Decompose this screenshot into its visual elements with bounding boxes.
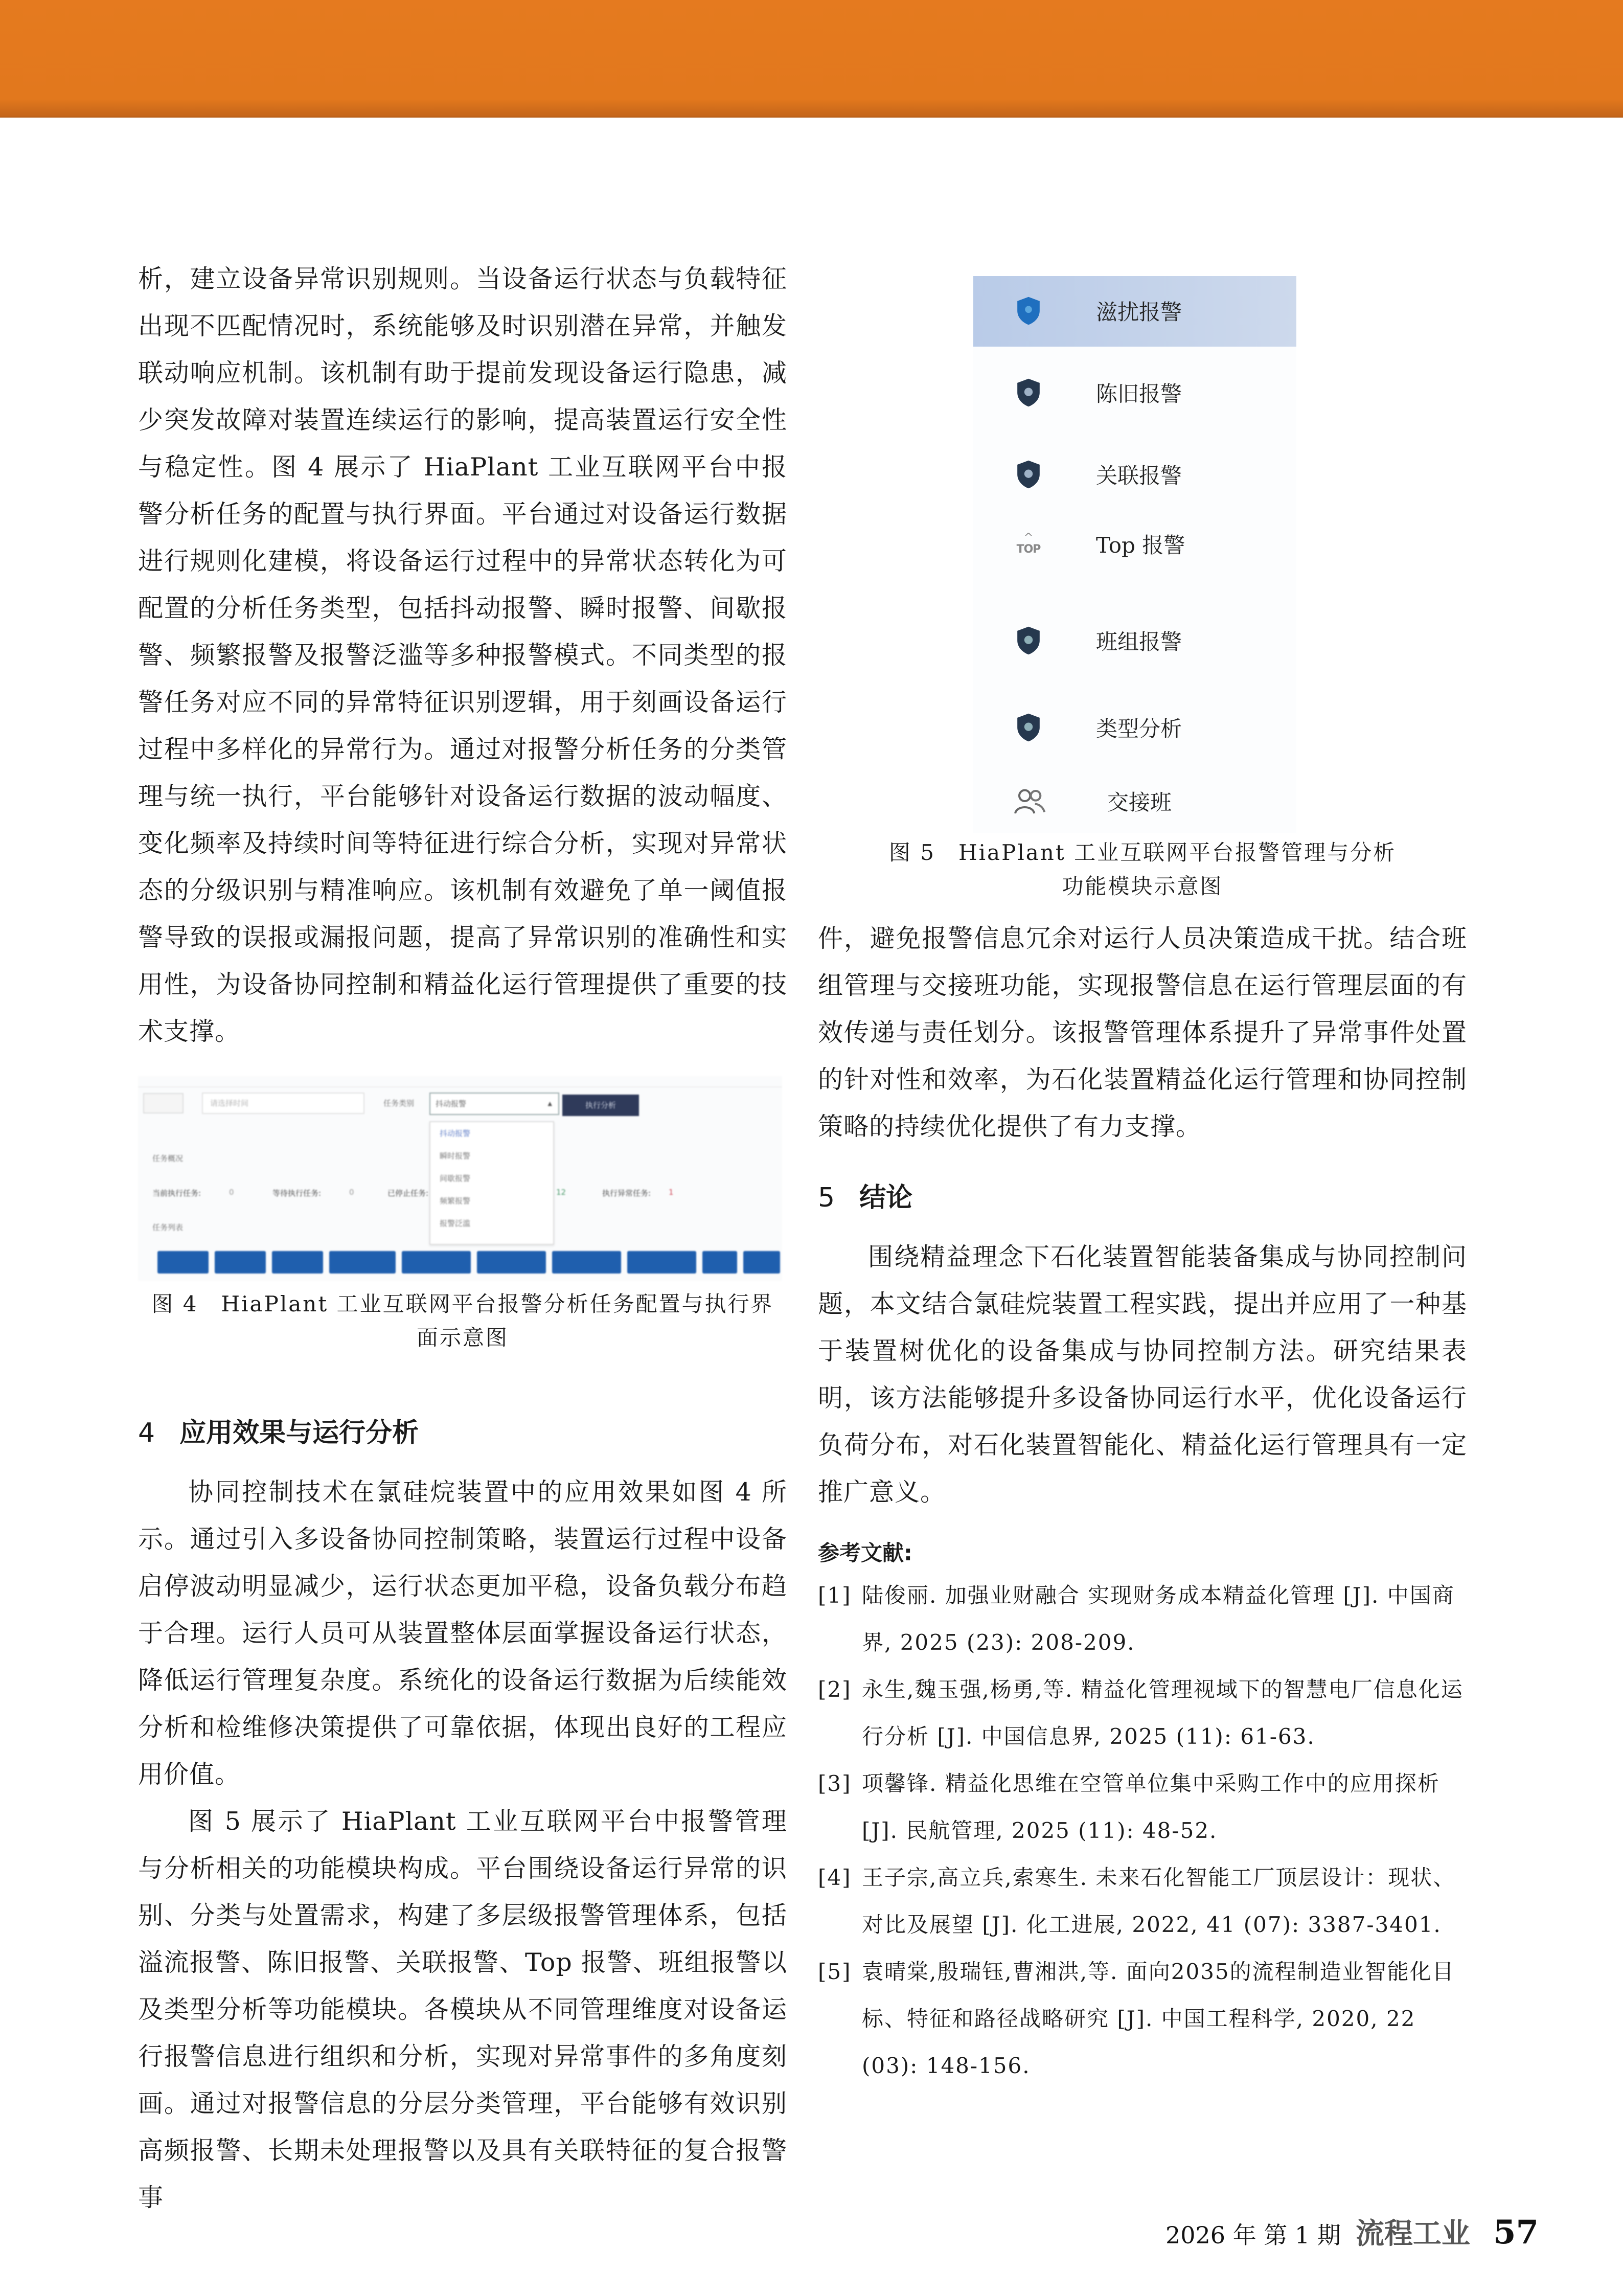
- shield-icon: [1014, 459, 1043, 490]
- reference-item: [3] 项馨锋. 精益化思维在空管单位集中采购工作中的应用探析 [J]. 民航管理, 2025 (11): 48-52.: [818, 1771, 1440, 1843]
- stat-label: 执行异常任务:: [602, 1189, 651, 1198]
- stat-label: 当前执行任务:: [152, 1189, 201, 1198]
- page-footer: [1165, 2211, 1539, 2252]
- left-column: [138, 256, 787, 1055]
- journal-name: 流程工业: [1355, 2217, 1470, 2250]
- caption-line: 面示意图: [416, 1325, 509, 1350]
- body-paragraph: 围绕精益理念下石化装置智能装备集成与协同控制问题，本文结合氯硅烷装置工程实践，提出并应用了一种基于装置树优化的设备集成与协同控制方法。研究结果表明，该方法能够提升多设备协同运行水平，优化设备运行负荷分布，对石化装置智能化、精益化运行管理具有一定推广意义。: [818, 1242, 1467, 1507]
- menu-item-stale-alarm[interactable]: 陈旧报警: [973, 363, 1296, 424]
- caption-line: 图 5 HiaPlant 工业互联网平台报警管理与分析: [888, 840, 1397, 865]
- action-button[interactable]: [552, 1251, 621, 1274]
- stat-value: 0: [349, 1188, 354, 1197]
- stat-label: 等待执行任务:: [272, 1189, 322, 1198]
- pager-control[interactable]: [143, 1093, 184, 1113]
- menu-item-type-analysis[interactable]: 类型分析: [973, 698, 1296, 759]
- menu-item-related-alarm[interactable]: 关联报警: [973, 445, 1296, 506]
- header-band: [0, 0, 1623, 118]
- category-dropdown: [429, 1121, 554, 1245]
- action-button[interactable]: [702, 1251, 737, 1274]
- selected-category: 抖动报警: [436, 1099, 467, 1108]
- section-4: [138, 1411, 787, 2221]
- menu-item-team-alarm[interactable]: 班组报警: [973, 611, 1296, 672]
- menu-item-nuisance-alarm[interactable]: 滋扰报警: [973, 276, 1296, 347]
- body-paragraph: 析，建立设备异常识别规则。当设备运行状态与负载特征出现不匹配情况时，系统能够及时识别潜在异常，并触发联动响应机制。该机制有助于提前发现设备运行隐患，减少突发故障对装置连续运行的影响，提高装置运行安全性与稳定性。图 4 展示了 HiaPlant 工业互联网平台中报警分析任务的配置与执行界面。平台通过对设备运行数据进行规则化建模，将设备运行过程中的异常状态转化为可配置的分析任务类型，包括抖动报警、瞬时报警、间歇报警、频繁报警及报警泛滥等多种报警模式。不同类型的报警任务对应不同的异常特征识别逻辑，用于刻画设备运行过程中多样化的异常行为。通过对报警分析任务的分类管理与统一执行，平台能够针对设备运行数据的波动幅度、变化频率及持续时间等特征进行综合分析，实现对异常状态的分级识别与精准响应。该机制有效避免了单一阈值报警导致的误报或漏报问题，提高了异常识别的准确性和实用性，为设备协同控制和精益化运行管理提供了重要的技术支撑。: [138, 264, 787, 1046]
- figure-5-menu: [973, 276, 1296, 833]
- action-button[interactable]: [743, 1251, 780, 1274]
- reference-item: [5] 袁晴棠,殷瑞钰,曹湘洪,等. 面向2035的流程制造业智能化目标、特征和路径战略研究 [J]. 中国工程科学, 2020, 22 (03): 148-156.: [818, 1959, 1455, 2078]
- caption-line: 图 4 HiaPlant 工业互联网平台报警分析任务配置与执行界: [151, 1291, 774, 1316]
- date-input[interactable]: 请选择时间: [202, 1093, 364, 1114]
- stat-value: 1: [669, 1188, 674, 1197]
- dropdown-option[interactable]: 抖动报警: [440, 1129, 471, 1138]
- dropdown-option[interactable]: 报警泛滥: [440, 1219, 471, 1228]
- dropdown-option[interactable]: 间歇报警: [440, 1174, 471, 1183]
- reference-item: [2] 永生,魏玉强,杨勇,等. 精益化管理视域下的智慧电厂信息化运行分析 [J]. 中国信息界, 2025 (11): 61-63.: [818, 1677, 1464, 1749]
- action-button[interactable]: [215, 1251, 266, 1274]
- category-select[interactable]: [429, 1093, 559, 1115]
- chevron-up-icon: ▲: [547, 1100, 552, 1107]
- references-list: [818, 1572, 1467, 2089]
- run-analysis-button[interactable]: 执行分析: [562, 1095, 639, 1116]
- stat-value: 0: [229, 1188, 234, 1197]
- issue-label: 2026 年 第 1 期: [1165, 2221, 1341, 2249]
- stat-value: 12: [556, 1188, 566, 1197]
- menu-item-top-alarm[interactable]: ^ TOP Top 报警: [973, 521, 1296, 583]
- shield-icon: [1014, 295, 1043, 326]
- references-title: 参考文献:: [818, 1540, 912, 1565]
- overview-title: 任务概况: [152, 1154, 184, 1163]
- shield-icon: [1014, 625, 1043, 656]
- action-button[interactable]: [627, 1251, 696, 1274]
- menu-item-shift-handover[interactable]: 交接班: [973, 775, 1296, 836]
- stat-label: 已停止任务:: [387, 1189, 429, 1198]
- dropdown-option[interactable]: 频繁报警: [440, 1196, 471, 1206]
- list-title: 任务列表: [152, 1223, 184, 1232]
- action-button[interactable]: [157, 1251, 209, 1274]
- action-button[interactable]: [477, 1251, 546, 1274]
- shield-icon: [1014, 377, 1043, 408]
- dropdown-option[interactable]: 瞬时报警: [440, 1151, 471, 1161]
- reference-item: [1] 陆俊丽. 加强业财融合 实现财务成本精益化管理 [J]. 中国商界, 2025 (23): 208-209.: [818, 1583, 1455, 1655]
- body-paragraph: 图 5 展示了 HiaPlant 工业互联网平台中报警管理与分析相关的功能模块构成。平台围绕设备运行异常的识别、分类与处置需求，构建了多层级报警管理体系，包括溢流报警、陈旧报警、关联报警、Top 报警、班组报警以及类型分析等功能模块。各模块从不同管理维度对设备运行报警信息进行组织和分析，实现对异常事件的多角度刻画。通过对报警信息的分层分类管理，平台能够有效识别高频报警、长期未处理报警以及具有关联特征的复合报警事: [138, 1807, 787, 2212]
- caption-line: 功能模块示意图: [1062, 874, 1223, 899]
- shield-icon: [1014, 712, 1043, 743]
- top-icon: ^ TOP: [1016, 531, 1041, 556]
- category-label: 任务类别: [383, 1099, 415, 1108]
- section-heading: 5 结论: [818, 1183, 913, 1213]
- users-icon: [1013, 786, 1046, 816]
- section-heading: 4 应用效果与运行分析: [138, 1418, 419, 1448]
- action-button[interactable]: [329, 1251, 396, 1274]
- reference-item: [4] 王子宗,高立兵,索寒生. 未来石化智能工厂顶层设计：现状、对比及展望 [J]. 化工进展, 2022, 41 (07): 3387-3401.: [818, 1865, 1456, 1937]
- page-number: 57: [1493, 2213, 1539, 2252]
- figure-5-caption: [818, 836, 1467, 903]
- action-button-row: [157, 1251, 780, 1274]
- figure-4-screenshot: [138, 1076, 782, 1281]
- body-paragraph: 件，避免报警信息冗余对运行人员决策造成干扰。结合班组管理与交接班功能，实现报警信息在运行管理层面的有效传递与责任划分。该报警管理体系提升了异常事件处置的针对性和效率，为石化装置精益化运行管理和协同控制策略的持续优化提供了有力支撑。: [818, 924, 1467, 1141]
- right-column-body: [818, 915, 1467, 2089]
- action-button[interactable]: [272, 1251, 323, 1274]
- figure-4-caption: [138, 1287, 787, 1355]
- body-paragraph: 协同控制技术在氯硅烷装置中的应用效果如图 4 所示。通过引入多设备协同控制策略，装置运行过程中设备启停波动明显减少，运行状态更加平稳，设备负载分布趋于合理。运行人员可从装置整体层面掌握设备运行状态，降低运行管理复杂度。系统化的设备运行数据为后续能效分析和检维修决策提供了可靠依据，体现出良好的工程应用价值。: [138, 1477, 787, 1789]
- action-button[interactable]: [402, 1251, 471, 1274]
